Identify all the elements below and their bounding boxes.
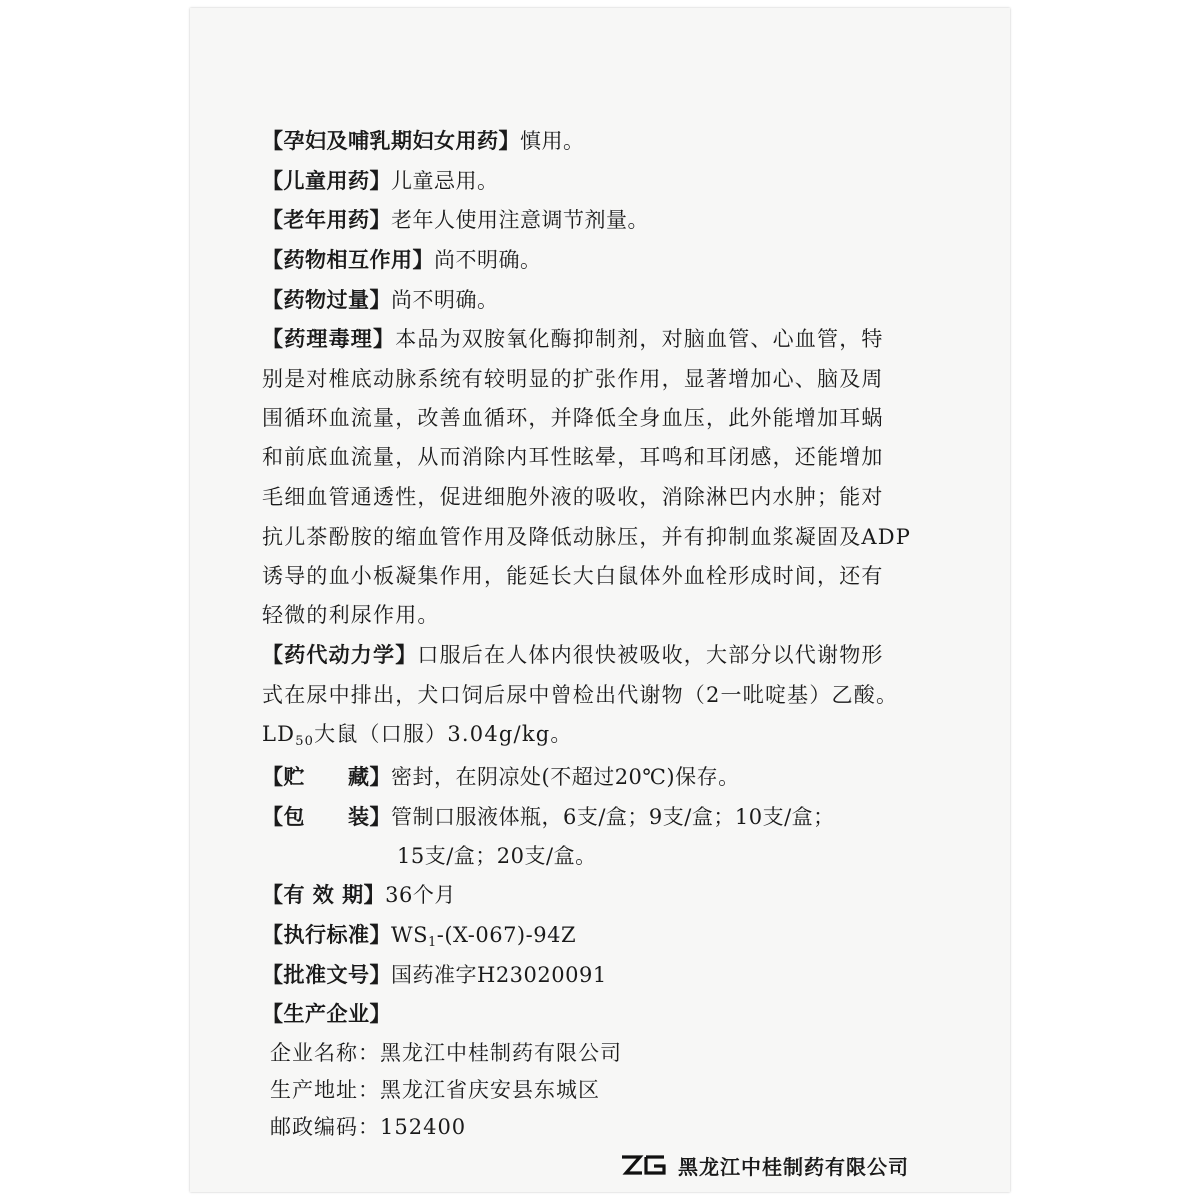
children-row xyxy=(262,166,499,196)
pharmacokinetics-heading: 【药代动力学】 xyxy=(262,643,418,667)
company-postal-value: 152400 xyxy=(380,1115,467,1139)
company-name-row xyxy=(270,1038,622,1068)
packaging-row-2: 15支/盒；20支/盒。 xyxy=(397,844,597,868)
pharmacology-line-4: 和前底血流量，从而消除内耳性眩晕，耳鸣和耳闭感，还能增加 xyxy=(262,445,884,469)
elderly-heading: 【老年用药】 xyxy=(262,208,391,232)
pharmacology-line-1 xyxy=(262,324,884,354)
ld-subscript: 50 xyxy=(295,734,315,749)
ld-text: 大鼠（口服）3.04g/kg。 xyxy=(314,722,573,746)
interactions-text: 尚不明确。 xyxy=(434,248,542,272)
standard-prefix: WS xyxy=(391,923,428,947)
footer-company-name: 黑龙江中桂制药有限公司 xyxy=(678,1154,909,1179)
validity-text: 36个月 xyxy=(385,883,456,907)
company-postal-label: 邮政编码： xyxy=(270,1115,380,1139)
overdose-heading: 【药物过量】 xyxy=(262,288,391,312)
pharmacology-line-7: 诱导的血小板凝集作用，能延长大白鼠体外血栓形成时间，还有 xyxy=(262,564,884,588)
company-postal-row xyxy=(270,1112,466,1142)
pharmacology-line-2: 别是对椎底动脉系统有较明显的扩张作用，显著增加心、脑及周 xyxy=(262,367,884,391)
approval-heading: 【批准文号】 xyxy=(262,963,391,987)
storage-heading: 【贮 藏】 xyxy=(262,765,391,789)
packaging-heading: 【包 装】 xyxy=(262,805,391,829)
children-text: 儿童忌用。 xyxy=(391,169,499,193)
validity-heading: 【有 效 期】 xyxy=(262,883,386,907)
company-name-value: 黑龙江中桂制药有限公司 xyxy=(380,1041,622,1065)
pregnancy-text: 慎用。 xyxy=(520,129,585,153)
pharmacology-line-6: 抗儿茶酚胺的缩血管作用及降低动脉压，并有抑制血浆凝固及ADP xyxy=(262,525,912,549)
company-name-label: 企业名称： xyxy=(270,1041,380,1065)
storage-text: 密封，在阴凉处(不超过20℃)保存。 xyxy=(391,765,740,789)
elderly-row xyxy=(262,205,649,235)
pharmacology-line-8: 轻微的利尿作用。 xyxy=(262,603,440,627)
overdose-text: 尚不明确。 xyxy=(391,288,499,312)
ld-prefix: LD xyxy=(262,722,296,746)
overdose-row xyxy=(262,285,499,315)
standard-text: -(X-067)-94Z xyxy=(436,923,577,947)
interactions-heading: 【药物相互作用】 xyxy=(262,248,434,272)
standard-heading: 【执行标准】 xyxy=(262,923,391,947)
pharmacokinetics-line-2: 式在尿中排出，犬口饲后尿中曾检出代谢物（2一吡啶基）乙酸。 xyxy=(262,683,899,707)
pharmacology-line-3: 围循环血流量，改善血循环，并降低全身血压，此外能增加耳蜗 xyxy=(262,406,884,430)
company-address-value: 黑龙江省庆安县东城区 xyxy=(380,1078,600,1102)
pharmacokinetics-text-1: 口服后在人体内很快被吸收，大部分以代谢物形 xyxy=(417,643,884,667)
elderly-text: 老年人使用注意调节剂量。 xyxy=(391,208,649,232)
company-address-label: 生产地址： xyxy=(270,1078,380,1102)
children-heading: 【儿童用药】 xyxy=(262,169,391,193)
approval-row xyxy=(262,960,607,990)
validity-row xyxy=(262,880,456,910)
pharmacology-text-1: 本品为双胺氧化酶抑制剂，对脑血管、心血管，特 xyxy=(395,327,884,351)
interactions-row xyxy=(262,245,542,275)
pregnancy-heading: 【孕妇及哺乳期妇女用药】 xyxy=(262,129,520,153)
zg-logo-icon xyxy=(620,1154,668,1176)
manufacturer-row xyxy=(262,999,391,1029)
pharmacokinetics-line-1 xyxy=(262,640,884,670)
manufacturer-heading: 【生产企业】 xyxy=(262,1002,391,1026)
pregnancy-row xyxy=(262,126,585,156)
company-address-row xyxy=(270,1075,600,1105)
ld50-line xyxy=(262,719,573,757)
packaging-row xyxy=(262,802,835,832)
pharmacology-line-5: 毛细血管通透性，促进细胞外液的吸收，消除淋巴内水肿；能对 xyxy=(262,485,884,509)
standard-row xyxy=(262,920,576,958)
standard-subscript: 1 xyxy=(427,935,437,950)
packaging-text: 管制口服液体瓶，6支/盒；9支/盒；10支/盒； xyxy=(391,805,835,829)
approval-text: 国药准字H23020091 xyxy=(391,963,607,987)
storage-row xyxy=(262,762,740,792)
pharmacology-heading: 【药理毒理】 xyxy=(262,327,396,351)
footer-brand xyxy=(620,1150,909,1180)
